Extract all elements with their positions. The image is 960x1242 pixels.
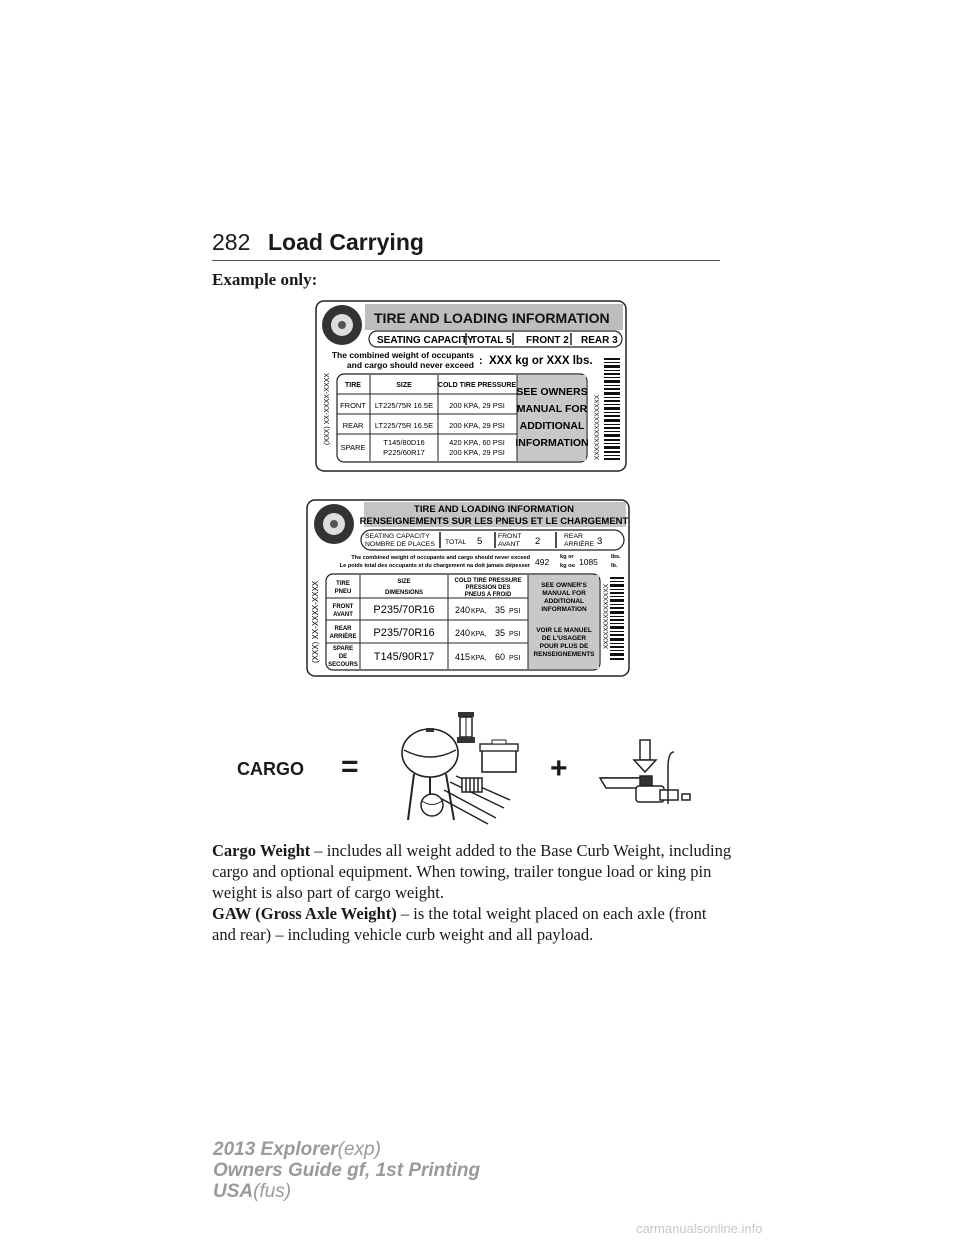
cargo-word: CARGO: [237, 759, 304, 779]
label2-row-spare-psi-unit: PSI: [509, 655, 521, 662]
label2-rear-1: REAR: [564, 533, 583, 540]
label1-row-spare-pressure-2: 200 KPA, 29 PSI: [449, 448, 505, 457]
tire-label-english: [315, 300, 627, 472]
label1-barcode-text: XXXXXXXXXXXXXXX: [594, 394, 601, 460]
cooler-icon: [480, 740, 518, 772]
label1-colon: :: [479, 355, 483, 367]
label1-warning-1: The combined weight of occupants: [331, 350, 474, 360]
label2-row-spare-tire-3: SECOURS: [328, 662, 358, 668]
lantern-icon: [457, 712, 475, 743]
label1-header-pressure: COLD TIRE PRESSURE: [437, 382, 517, 389]
watermark: carmanualsonline.info: [636, 1221, 763, 1236]
label2-row-spare-tire-1: SPARE: [332, 646, 354, 652]
label1-row-front-pressure: 200 KPA, 29 PSI: [449, 401, 505, 410]
footer-model: 2013 Explorer: [213, 1139, 338, 1160]
label2-voir-4: RENSEIGNEMENTS: [533, 651, 595, 658]
label2-lbs: lbs.: [611, 554, 621, 560]
footer-model-code: (exp): [337, 1139, 381, 1160]
label2-row-rear-kpa: 240: [455, 628, 471, 638]
footer-market-code: (fus): [253, 1181, 292, 1202]
footer: [213, 1139, 480, 1202]
label1-row-spare-size-1: T145/80D16: [383, 438, 425, 447]
label2-side-code: (XXX) XX-XXXX-XXXX: [311, 580, 320, 663]
label1-row-rear-pressure: 200 KPA, 29 PSI: [449, 421, 505, 430]
label2-header-tire-2: PNEU: [334, 589, 352, 595]
body-text: [212, 840, 732, 945]
gaw-paragraph: [212, 903, 732, 945]
cargo-items-illustration: [400, 708, 525, 833]
tire-label-bilingual: [306, 499, 630, 677]
label1-row-spare-tire: SPARE: [340, 443, 366, 452]
label2-row-spare-tire-2: DE: [338, 654, 348, 660]
label2-warning-2: Le poids total des occupants et du chargement na doit jamais dépesser: [339, 563, 530, 569]
label1-weight: XXX kg or XXX lbs.: [489, 355, 593, 367]
label2-header-pressure-2: PRESSION DES: [465, 585, 511, 591]
label2-rear-2: ARRIÈRE: [564, 541, 595, 548]
label2-header-pressure-1: COLD TIRE PRESSURE: [454, 578, 522, 584]
label2-row-rear-tire-1: REAR: [334, 626, 352, 632]
label1-rear: REAR 3: [581, 335, 618, 346]
plus-sign: +: [550, 752, 568, 785]
label2-lb: lb.: [611, 563, 618, 569]
label2-title-2: RENSEIGNEMENTS SUR LES PNEUS ET LE CHARGEMENT: [359, 516, 629, 527]
label2-front-value: 2: [535, 536, 541, 547]
footer-guide: Owners Guide gf, 1st Printing: [213, 1160, 481, 1181]
label2-row-front-kpa-unit: KPA,: [471, 608, 487, 615]
label2-warning-1: The combined weight of occupants and cargo should never exceed: [351, 555, 530, 561]
gaw-term: GAW (Gross Axle Weight): [212, 904, 397, 923]
tire-icon: [314, 504, 354, 544]
example-label: Example only:: [212, 270, 318, 289]
equals-sign: =: [341, 750, 359, 783]
ball-icon: [421, 794, 443, 816]
label1-row-front-size: LT225/75R 16.5E: [374, 401, 434, 410]
label2-see-owners-4: INFORMATION: [541, 606, 587, 613]
label2-kg-or: kg or: [560, 554, 574, 560]
label2-voir-2: DE L'USAGER: [541, 635, 587, 642]
tire-icon: [322, 305, 362, 345]
label2-row-front-tire-2: AVANT: [333, 612, 353, 618]
cargo-weight-text: – includes all weight added to the Base Curb Weight, including cargo and optional equipment. When towing, trailer tongue load or king pin weight is also part of cargo weight.: [212, 841, 732, 902]
label2-title-1: TIRE AND LOADING INFORMATION: [414, 504, 574, 515]
label1-total: TOTAL 5: [471, 335, 512, 346]
label1-title: TIRE AND LOADING INFORMATION: [374, 310, 610, 326]
label2-row-front-tire-1: FRONT: [332, 604, 354, 610]
label2-rear-value: 3: [597, 536, 603, 547]
label2-kg-ou: kg ou: [560, 563, 575, 569]
label2-see-owners-1: SEE OWNER'S: [541, 582, 587, 589]
label1-seating: SEATING CAPACITY: [377, 335, 474, 346]
label2-front-1: FRONT: [498, 533, 522, 540]
gaw-text: – is the total weight placed on each axle (front and rear) – including vehicle curb weight and all payload.: [212, 904, 707, 944]
label1-row-front-tire: FRONT: [340, 401, 366, 410]
label2-front-2: AVANT: [498, 541, 520, 548]
label2-seating-2: NOMBRE DE PLACES: [365, 541, 435, 548]
label2-total-value: 5: [477, 536, 483, 547]
label2-row-spare-kpa-unit: KPA,: [471, 655, 487, 662]
cargo-weight-paragraph: [212, 840, 732, 903]
label2-row-front-size: P235/70R16: [373, 604, 435, 616]
label1-see-owners-4: INFORMATION: [515, 437, 589, 449]
label2-lbs-value: 1085: [579, 557, 598, 567]
label2-row-spare-size: T145/90R17: [373, 651, 435, 663]
label1-warning-2: and cargo should never exceed: [346, 360, 474, 370]
label2-barcode-text: XXXXXXXXXXXXXXX: [603, 583, 610, 649]
label2-row-front-kpa: 240: [455, 605, 471, 615]
label2-header-pressure-3: PNEUS A FROID: [464, 592, 512, 598]
label2-row-front-psi: 35: [495, 605, 506, 615]
label2-kg-value: 492: [535, 557, 550, 567]
label2-row-front-psi-unit: PSI: [509, 608, 521, 615]
label1-header-size: SIZE: [396, 382, 412, 389]
label2-seating-1: SEATING CAPACITY: [365, 533, 430, 540]
label2-header-size-1: SIZE: [397, 579, 411, 585]
label2-row-rear-tire-2: ARRIÈRE: [329, 634, 357, 640]
label2-row-spare-psi: 60: [495, 652, 506, 662]
label1-see-owners-2: MANUAL FOR: [516, 403, 588, 415]
label2-header-tire-1: TIRE: [336, 581, 350, 587]
label1-see-owners-1: SEE OWNERS: [516, 386, 588, 398]
label1-side-code: (XXX) XX-XXXX-XXXX: [324, 373, 331, 445]
label1-row-spare-size-2: P225/60R17: [383, 448, 425, 457]
label1-see-owners-3: ADDITIONAL: [519, 420, 585, 432]
page-title: Load Carrying: [268, 229, 424, 255]
label2-row-spare-kpa: 415: [455, 652, 471, 662]
hitch-tongue-illustration: [598, 738, 700, 808]
page-number: 282: [212, 229, 251, 255]
label1-header-tire: TIRE: [345, 382, 361, 389]
arrow-down-icon: [634, 740, 656, 772]
label2-row-rear-kpa-unit: KPA,: [471, 631, 487, 638]
label1-front: FRONT 2: [526, 335, 569, 346]
label2-row-rear-psi-unit: PSI: [509, 631, 521, 638]
label2-voir-3: POUR PLUS DE: [539, 643, 589, 650]
label2-see-owners-3: ADDITIONAL: [543, 598, 585, 605]
label2-total-label: TOTAL: [445, 539, 467, 546]
header-divider: [212, 260, 720, 261]
label2-header-size-2: DIMENSIONS: [384, 590, 424, 596]
label2-row-rear-size: P235/70R16: [373, 627, 435, 639]
label1-row-rear-size: LT225/75R 16.5E: [374, 421, 434, 430]
label1-row-rear-tire: REAR: [342, 421, 364, 430]
cargo-weight-term: Cargo Weight: [212, 841, 311, 860]
label1-row-spare-pressure-1: 420 KPA, 60 PSI: [449, 438, 505, 447]
label2-voir-1: VOIR LE MANUEL: [536, 627, 592, 634]
label2-see-owners-2: MANUAL FOR: [542, 590, 586, 597]
label2-row-rear-psi: 35: [495, 628, 506, 638]
footer-market: USA: [213, 1181, 254, 1202]
